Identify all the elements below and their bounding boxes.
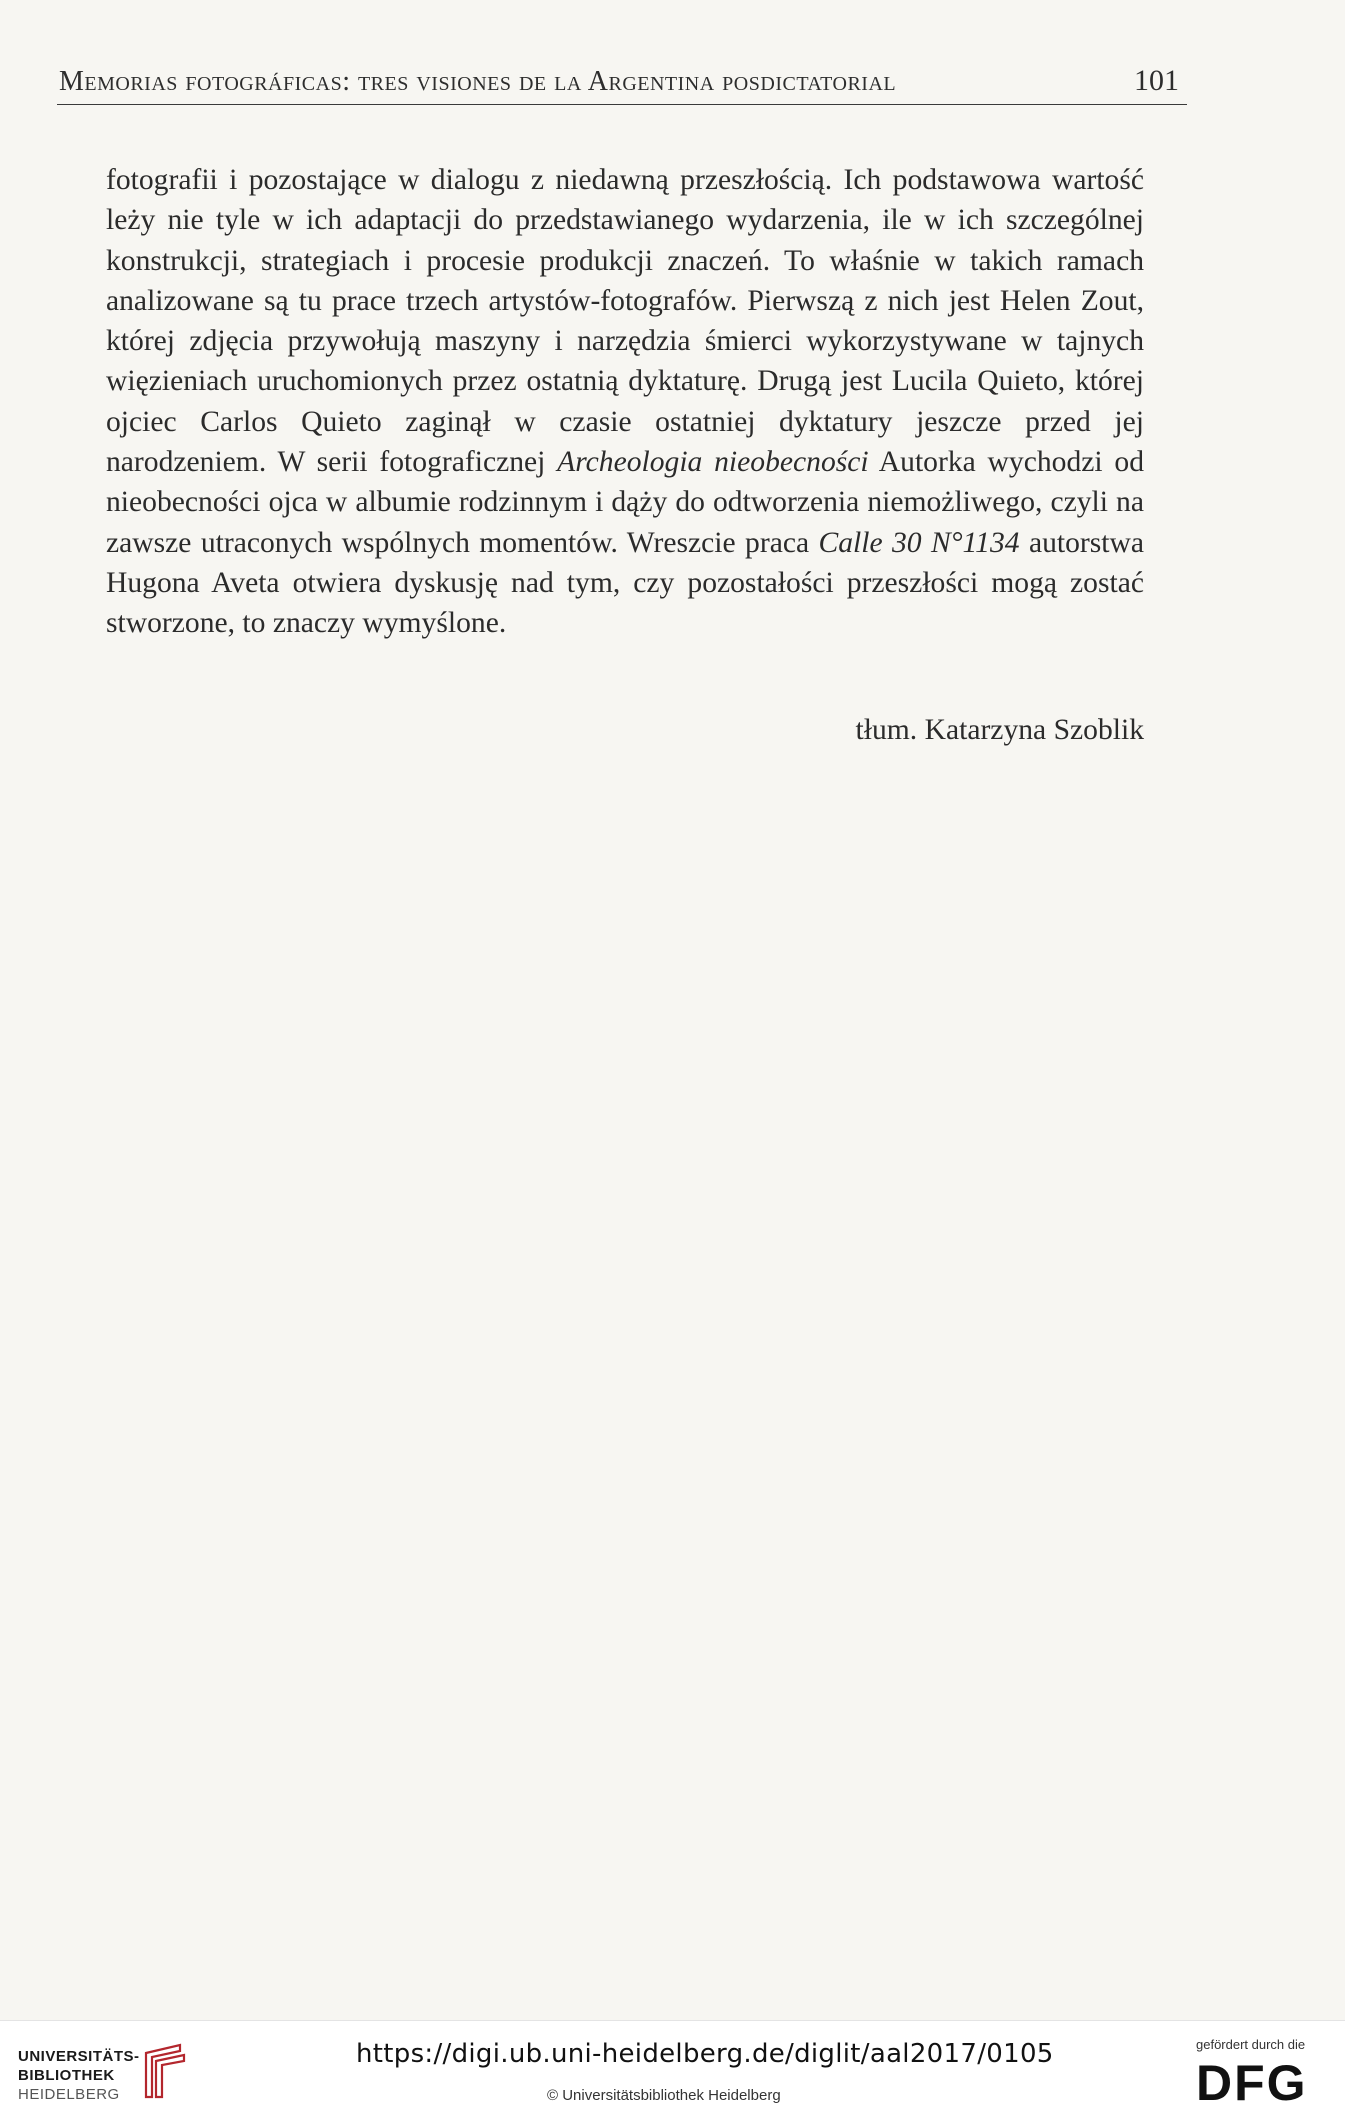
permalink-url[interactable]: https://digi.ub.uni-heidelberg.de/diglit/aal2017/0105	[356, 2039, 1054, 2069]
running-header	[57, 64, 1187, 105]
italic-title-archeologia: Archeologia nieobecności	[557, 446, 869, 479]
body-text	[106, 160, 1144, 644]
body-text-part-3: autorstwa Hugona Aveta otwiera dyskusję nad tym, czy pozostałości przeszłości mogą zostać stworzone, to znaczy wymyślone.	[106, 526, 1145, 640]
italic-title-calle: Calle 30 N°1134	[818, 526, 1020, 559]
translator-credit: tłum. Katarzyna Szoblik	[855, 714, 1144, 746]
library-emblem-icon	[140, 2043, 190, 2099]
digitization-footer	[0, 2020, 1345, 2120]
library-name-line-3: HEIDELBERG	[18, 2086, 120, 2103]
running-title: Memorias fotográficas: tres visiones de la Argentina posdictatorial	[59, 66, 897, 97]
library-logo	[18, 2047, 140, 2104]
dfg-logo: DFG	[1196, 2055, 1308, 2111]
body-text-part-1: fotografii i pozostające w dialogu z niedawną przeszłością. Ich podstawowa wartość leży nie tyle w ich adaptacji do przedstawianego wydarzenia, ile w ich szczególnej konstrukcji, strategiach i procesie produkcji znaczeń. To właśnie w takich ramach analizowane są tu prace trzech artystów-fotografów. Pierwszą z nich jest Helen Zout, której zdjęcia przywołują maszyny i narzędzia śmierci wykorzystywane w tajnych więzieniach uruchomionych przez ostatnią dyktaturę. Drugą jest Lucila Quieto, której ojciec Carlos Quieto zaginął w czasie ostatniej dyktatury jeszcze przed jej narodzeniem. W serii fotograficznej	[106, 164, 1144, 479]
library-name-line-1: UNIVERSITÄTS-	[18, 2048, 140, 2065]
copyright-notice: © Universitätsbibliothek Heidelberg	[547, 2087, 781, 2104]
body-paragraph	[106, 160, 1144, 644]
library-name-line-2: BIBLIOTHEK	[18, 2067, 115, 2084]
funder-caption: gefördert durch die	[1196, 2037, 1306, 2052]
body-text-part-2: Autorka wychodzi od nieobecności ojca w albumie rodzinnym i dąży do odtworzenia niemożliwego, czyli na zawsze utraconych wspólnych momentów. Wreszcie praca	[106, 446, 1144, 559]
page-number: 101	[1134, 64, 1179, 97]
